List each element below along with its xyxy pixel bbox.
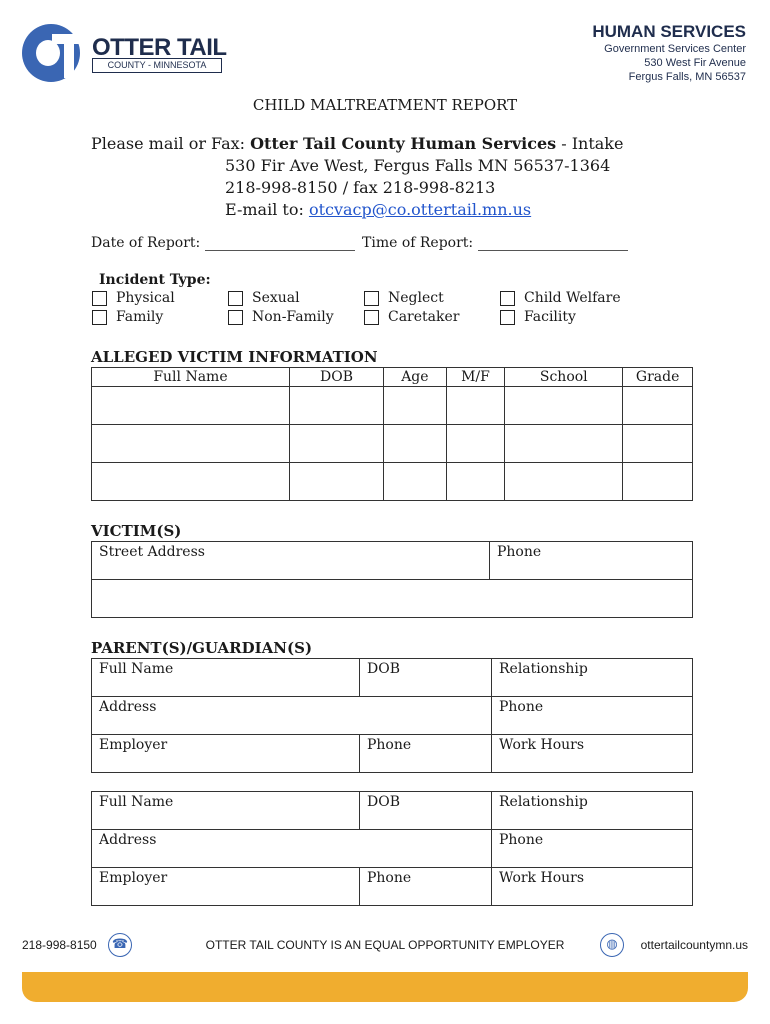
guardian-2-employer-phone-field[interactable] xyxy=(360,868,492,906)
guardian-1-name-field[interactable] xyxy=(92,659,360,697)
mail-email-line xyxy=(91,199,623,221)
logo-name: OTTER TAIL xyxy=(92,34,227,61)
cell-input[interactable] xyxy=(384,463,447,501)
table-row xyxy=(92,542,693,580)
cell-input[interactable] xyxy=(384,425,447,463)
street-address-field[interactable] xyxy=(92,542,490,580)
date-of-report xyxy=(91,235,355,251)
globe-icon: ◍ xyxy=(600,933,624,957)
table-row xyxy=(92,792,693,830)
label-child-welfare: Child Welfare xyxy=(524,290,621,306)
mail-suffix: - Intake xyxy=(556,134,624,153)
table-row xyxy=(92,659,693,697)
footer-statement: OTTER TAIL COUNTY IS AN EQUAL OPPORTUNITY EMPLOYER xyxy=(205,938,565,952)
guardian-1-table xyxy=(91,658,693,773)
department-title: HUMAN SERVICES xyxy=(592,22,746,41)
employer-label: Employer xyxy=(99,870,168,886)
col-age: Age xyxy=(384,368,447,387)
guardian-2-work-hours-field[interactable] xyxy=(492,868,693,906)
table-row xyxy=(92,387,693,425)
victim-info-table xyxy=(91,367,693,501)
table-row xyxy=(92,463,693,501)
logo-mark-stem xyxy=(64,34,74,78)
footer-phone: 218-998-8150 xyxy=(22,938,97,952)
victim-info-header-row xyxy=(92,368,693,387)
victim-info-title: ALLEGED VICTIM INFORMATION xyxy=(91,348,378,366)
col-grade: Grade xyxy=(623,368,693,387)
form-title: CHILD MALTREATMENT REPORT xyxy=(252,96,518,114)
incident-type-label: Incident Type: xyxy=(99,272,211,288)
table-row xyxy=(92,830,693,868)
col-full-name: Full Name xyxy=(92,368,290,387)
guardian-2-dob-field[interactable] xyxy=(360,792,492,830)
cell-input[interactable] xyxy=(505,463,623,501)
guardian-2-phone-field[interactable] xyxy=(492,830,693,868)
checkbox-neglect[interactable] xyxy=(364,291,379,306)
time-label: Time of Report: xyxy=(362,235,474,251)
guardian-1-relationship-field[interactable] xyxy=(492,659,693,697)
victims-title: VICTIM(S) xyxy=(91,522,182,540)
col-mf: M/F xyxy=(446,368,505,387)
cell-input[interactable] xyxy=(446,425,505,463)
guardian-2-table xyxy=(91,791,693,906)
table-row xyxy=(92,425,693,463)
table-row xyxy=(92,868,693,906)
col-dob: DOB xyxy=(289,368,383,387)
phone-label: Phone xyxy=(499,699,544,715)
guardian-1-work-hours-field[interactable] xyxy=(492,735,693,773)
guardian-2-employer-field[interactable] xyxy=(92,868,360,906)
phone-icon: ☎ xyxy=(108,933,132,957)
department-block xyxy=(592,22,746,84)
guardian-2-name-field[interactable] xyxy=(92,792,360,830)
table-row xyxy=(92,697,693,735)
address-label: Address xyxy=(99,699,157,715)
phone-label: Phone xyxy=(367,737,412,753)
guardian-1-employer-field[interactable] xyxy=(92,735,360,773)
label-caretaker: Caretaker xyxy=(388,309,460,325)
cell-input[interactable] xyxy=(384,387,447,425)
dob-label: DOB xyxy=(367,794,400,810)
guardian-1-phone-field[interactable] xyxy=(492,697,693,735)
victims-table xyxy=(91,541,693,618)
email-prefix: E-mail to: xyxy=(225,200,309,219)
guardian-1-employer-phone-field[interactable] xyxy=(360,735,492,773)
cell-input[interactable] xyxy=(623,387,693,425)
mail-prefix: Please mail or Fax: xyxy=(91,134,251,153)
phone-label: Phone xyxy=(499,832,544,848)
cell-input[interactable] xyxy=(505,425,623,463)
full-name-label: Full Name xyxy=(99,794,174,810)
checkbox-family[interactable] xyxy=(92,310,107,325)
checkbox-facility[interactable] xyxy=(500,310,515,325)
logo-subtitle: COUNTY - MINNESOTA xyxy=(92,58,222,73)
cell-input[interactable] xyxy=(289,425,383,463)
department-line-3: Fergus Falls, MN 56537 xyxy=(628,71,746,83)
cell-input[interactable] xyxy=(289,387,383,425)
checkbox-sexual[interactable] xyxy=(228,291,243,306)
department-line-1: Government Services Center xyxy=(604,43,746,55)
footer-accent-band xyxy=(22,972,748,1002)
relationship-label: Relationship xyxy=(499,794,588,810)
col-school: School xyxy=(505,368,623,387)
guardians-title: PARENT(S)/GUARDIAN(S) xyxy=(91,639,313,657)
mail-address: 530 Fir Ave West, Fergus Falls MN 56537-1364 xyxy=(225,156,611,175)
checkbox-child-welfare[interactable] xyxy=(500,291,515,306)
guardian-1-dob-field[interactable] xyxy=(360,659,492,697)
email-link[interactable]: otcvacp@co.ottertail.mn.us xyxy=(308,200,532,219)
work-hours-label: Work Hours xyxy=(499,737,585,753)
checkbox-non-family[interactable] xyxy=(228,310,243,325)
relationship-label: Relationship xyxy=(499,661,588,677)
label-facility: Facility xyxy=(524,309,576,325)
victim-phone-field[interactable] xyxy=(490,542,693,580)
dob-label: DOB xyxy=(367,661,400,677)
cell-input[interactable] xyxy=(92,463,290,501)
cell-input[interactable] xyxy=(92,425,290,463)
cell-input[interactable] xyxy=(92,387,290,425)
table-row xyxy=(92,580,693,618)
guardian-1-address-field[interactable] xyxy=(92,697,492,735)
employer-label: Employer xyxy=(99,737,168,753)
guardian-2-address-field[interactable] xyxy=(92,830,492,868)
label-neglect: Neglect xyxy=(388,290,444,306)
mail-instructions xyxy=(91,133,623,221)
date-label: Date of Report: xyxy=(91,235,201,251)
time-input[interactable] xyxy=(478,236,628,251)
phone-label: Phone xyxy=(367,870,412,886)
footer-website[interactable]: ottertailcountymn.us xyxy=(640,938,748,952)
label-family: Family xyxy=(116,309,164,325)
victim-extra-field[interactable] xyxy=(92,580,693,618)
label-sexual: Sexual xyxy=(252,290,300,306)
victim-phone-label: Phone xyxy=(497,544,542,560)
street-address-label: Street Address xyxy=(99,544,205,560)
work-hours-label: Work Hours xyxy=(499,870,585,886)
date-input[interactable] xyxy=(205,236,355,251)
cell-input[interactable] xyxy=(623,425,693,463)
cell-input[interactable] xyxy=(505,387,623,425)
mail-phones: 218-998-8150 / fax 218-998-8213 xyxy=(225,178,496,197)
full-name-label: Full Name xyxy=(99,661,174,677)
cell-input[interactable] xyxy=(289,463,383,501)
mail-org: Otter Tail County Human Services xyxy=(250,134,557,153)
table-row xyxy=(92,735,693,773)
checkbox-caretaker[interactable] xyxy=(364,310,379,325)
label-non-family: Non-Family xyxy=(252,309,334,325)
cell-input[interactable] xyxy=(446,387,505,425)
time-of-report xyxy=(362,235,628,251)
department-line-2: 530 West Fir Avenue xyxy=(644,57,746,69)
label-physical: Physical xyxy=(116,290,175,306)
cell-input[interactable] xyxy=(446,463,505,501)
address-label: Address xyxy=(99,832,157,848)
checkbox-physical[interactable] xyxy=(92,291,107,306)
cell-input[interactable] xyxy=(623,463,693,501)
guardian-2-relationship-field[interactable] xyxy=(492,792,693,830)
